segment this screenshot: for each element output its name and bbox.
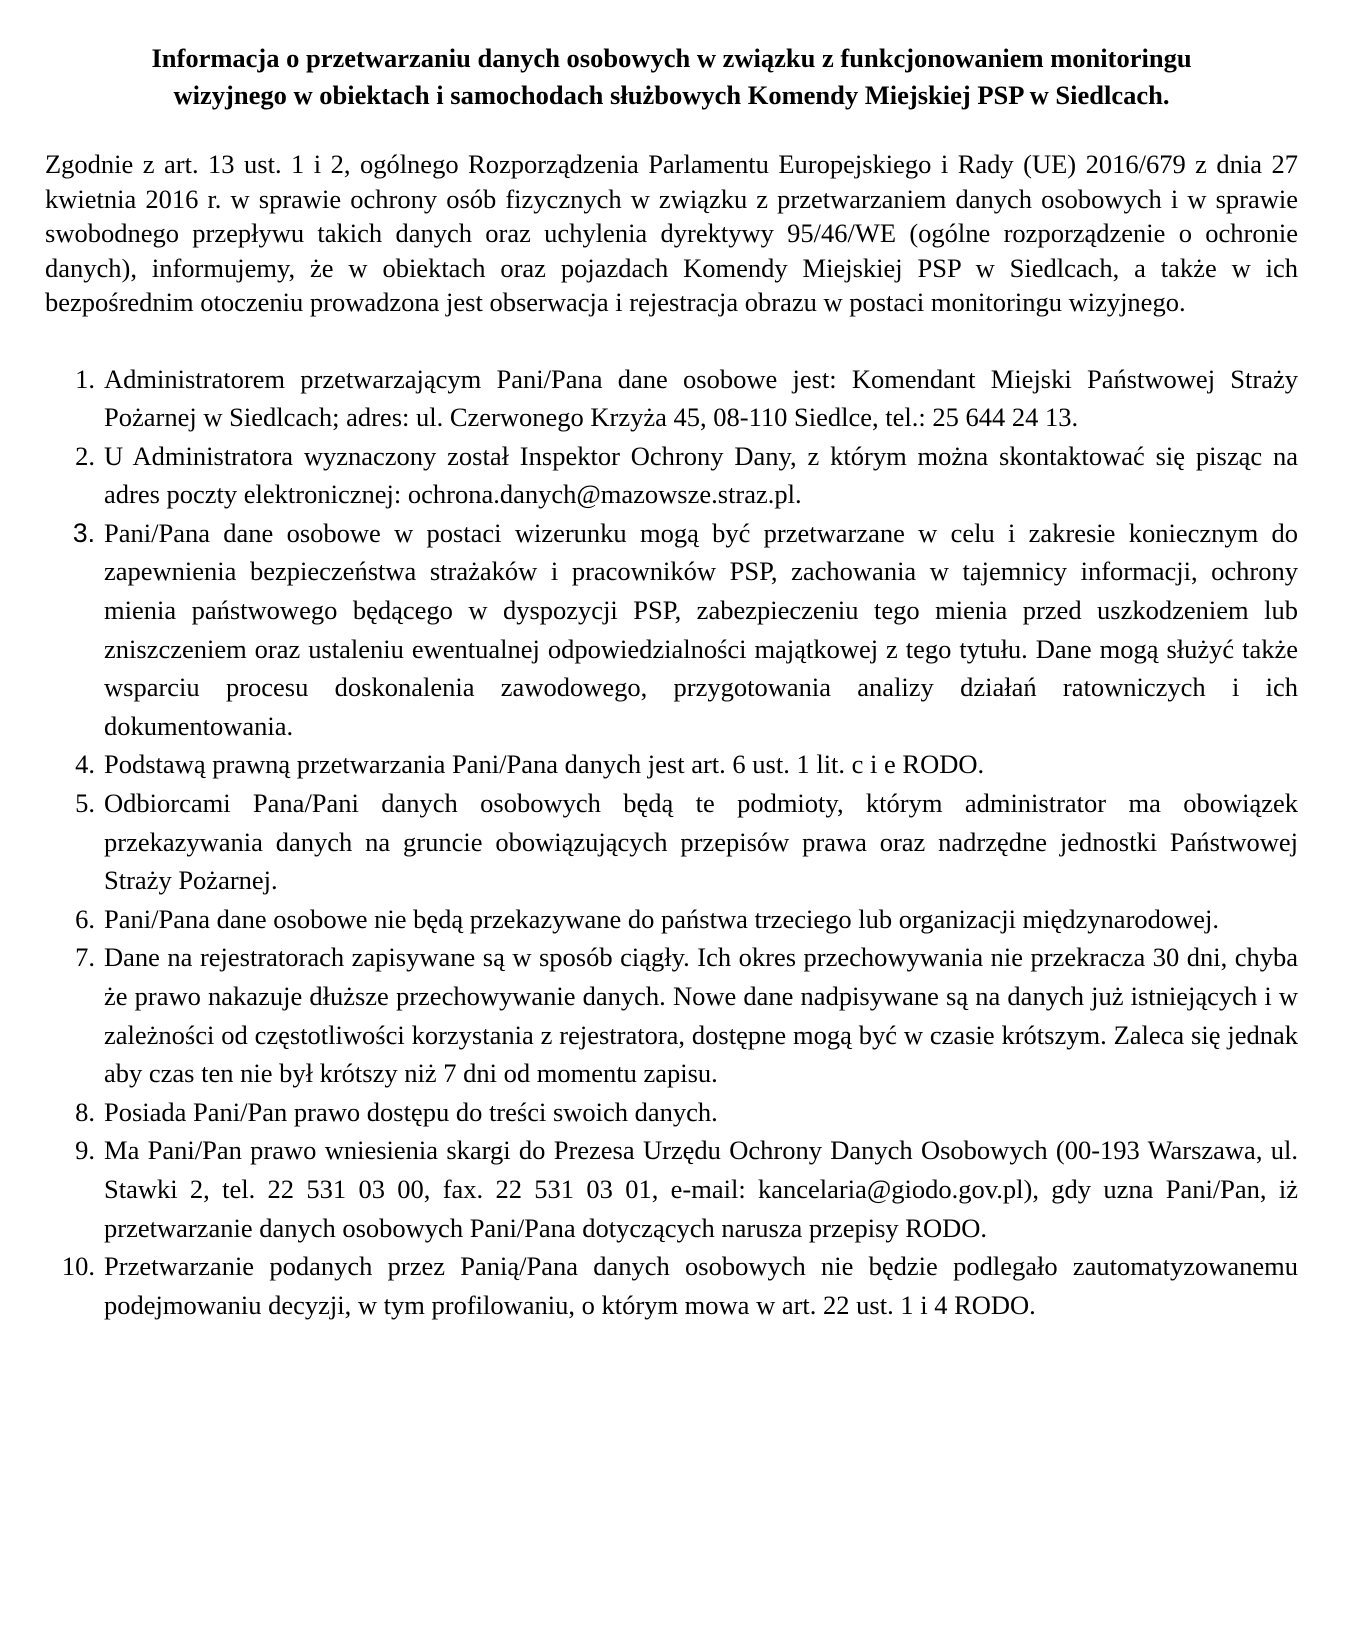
list-item-7 (45, 938, 1298, 1092)
list-item-text: Podstawą prawną przetwarzania Pani/Pana danych jest art. 6 ust. 1 lit. c i e RODO. (104, 749, 985, 780)
list-item-number: 3. (72, 517, 95, 548)
list-item-number: 4. (75, 749, 95, 780)
title-line-1: Informacja o przetwarzaniu danych osobowych w związku z funkcjonowaniem monitoringu (151, 43, 1192, 73)
list-item-text: Administratorem przetwarzającym Pani/Pana dane osobowe jest: Komendant Miejski Państwowej Straży Pożarnej w Siedlcach; adres: ul. Czerwonego Krzyża 45, 08-110 Siedlce, tel.: 25 644 24 13. (104, 363, 1298, 433)
list-item-text: Pani/Pana dane osobowe w postaci wizerunku mogą być przetwarzane w celu i zakresie koniecznym do zapewnienia bezpieczeństwa strażaków i pracowników PSP, zachowania w tajemnicy informacji, ochrony mienia państwowego będącego w dyspozycji PSP, zabezpieczeniu tego mienia przed uszkodzeniem lub zniszczeniem oraz ustaleniu ewentualnej odpowiedzialności majątkowej z tego tytułu. Dane mogą służyć także wsparciu procesu doskonalenia zawodowego, przygotowania analizy działań ratowniczych i ich dokumentowania. (104, 517, 1298, 741)
list-item-text: U Administratora wyznaczony został Inspektor Ochrony Dany, z którym można skontaktować się pisząc na adres poczty elektronicznej: ochrona.danych@mazowsze.straz.pl. (104, 440, 1298, 510)
list-item-number: 8. (75, 1096, 95, 1127)
list-item-9 (45, 1131, 1298, 1247)
list-item-6 (45, 900, 1298, 939)
list-item-10 (45, 1247, 1298, 1324)
list-item-3 (45, 514, 1298, 746)
list-item-text: Pani/Pana dane osobowe nie będą przekazywane do państwa trzeciego lub organizacji międzynarodowej. (104, 903, 1220, 934)
list-item-text: Przetwarzanie podanych przez Panią/Pana danych osobowych nie będzie podlegało zautomatyzowanemu podejmowaniu decyzji, w tym profilowaniu, o którym mowa w art. 22 ust. 1 i 4 RODO. (104, 1251, 1298, 1320)
list-item-text: Dane na rejestratorach zapisywane są w sposób ciągły. Ich okres przechowywania nie przekracza 30 dni, chyba że prawo nakazuje dłuższe przechowywanie danych. Nowe dane nadpisywane są na danych już istniejących i w zależności od częstotliwości korzystania z rejestratora, dostępne mogą być w czasie krótszym. Zaleca się jednak aby czas ten nie był krótszy niż 7 dni od momentu zapisu. (104, 942, 1298, 1089)
list-item-text: Ma Pani/Pan prawo wniesienia skargi do Prezesa Urzędu Ochrony Danych Osobowych (00-193 Warszawa, ul. Stawki 2, tel. 22 531 03 00, fax. 22 531 03 01, e-mail: kancelaria@giodo.gov.pl), gdy uzna Pani/Pan, iż przetwarzanie danych osobowych Pani/Pana dotyczących narusza przepisy RODO. (104, 1135, 1298, 1243)
title-line-2: wizyjnego w obiektach i samochodach służbowych Komendy Miejskiej PSP w Siedlcach. (173, 80, 1170, 110)
list-item-number: 6. (75, 903, 95, 934)
list-item-number: 9. (75, 1135, 95, 1166)
list-item-1 (45, 360, 1298, 437)
list-item-text: Posiada Pani/Pan prawo dostępu do treści swoich danych. (104, 1096, 718, 1127)
list-item-number: 1. (75, 363, 95, 394)
list-item-number: 10. (61, 1251, 95, 1282)
document-title (45, 40, 1298, 114)
information-list (45, 360, 1298, 1325)
document-page (45, 40, 1298, 1324)
list-item-text: Odbiorcami Pana/Pani danych osobowych będą te podmioty, którym administrator ma obowiązek przekazywania danych na gruncie obowiązujących przepisów prawa oraz nadrzędne jednostki Państwowej Straży Pożarnej. (104, 788, 1298, 896)
list-item-number: 2. (75, 440, 95, 471)
list-item-number: 5. (75, 788, 95, 819)
list-item-8 (45, 1093, 1298, 1132)
list-item-number: 7. (75, 942, 95, 973)
list-item-2 (45, 437, 1298, 514)
intro-paragraph: Zgodnie z art. 13 ust. 1 i 2, ogólnego Rozporządzenia Parlamentu Europejskiego i Rady (UE) 2016/679 z dnia 27 kwietnia 2016 r. w sprawie ochrony osób fizycznych w związku z przetwarzaniem danych osobowych i w sprawie swobodnego przepływu takich danych oraz uchylenia dyrektywy 95/46/WE (ogólne rozporządzenie o ochronie danych), informujemy, że w obiektach oraz pojazdach Komendy Miejskiej PSP w Siedlcach, a także w ich bezpośrednim otoczeniu prowadzona jest obserwacja i rejestracja obrazu w postaci monitoringu wizyjnego. (45, 149, 1298, 317)
list-item-4 (45, 745, 1298, 784)
list-item-5 (45, 784, 1298, 900)
